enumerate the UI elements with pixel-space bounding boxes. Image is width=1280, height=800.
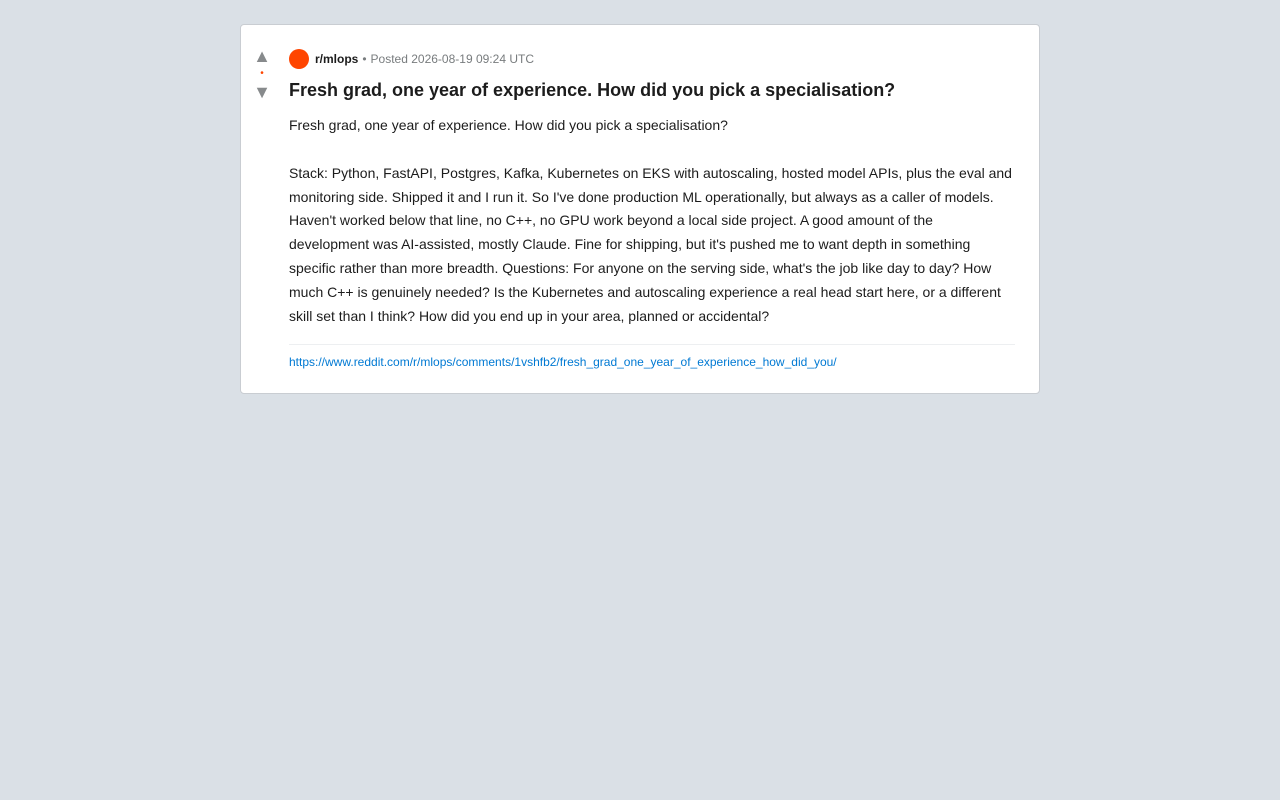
post-body [289, 114, 1015, 328]
upvote-arrow-icon[interactable]: ▲ [253, 46, 271, 66]
vote-column [241, 47, 283, 101]
subreddit-link[interactable]: r/mlops [315, 52, 359, 66]
post-card [240, 24, 1040, 394]
posted-timestamp: Posted 2026-08-19 09:24 UTC [370, 52, 534, 66]
post-content [289, 49, 1015, 369]
post-body-paragraph: Fresh grad, one year of experience. How did you pick a specialisation? [289, 117, 728, 133]
meta-separator: • [362, 52, 367, 66]
subreddit-avatar-icon[interactable] [289, 49, 309, 69]
post-title[interactable]: Fresh grad, one year of experience. How did you pick a specialisation? [289, 80, 896, 100]
vote-score: • [260, 68, 264, 79]
post-meta [289, 49, 1015, 69]
paragraph-spacer [289, 138, 1015, 162]
post-permalink[interactable]: https://www.reddit.com/r/mlops/comments/1vshfb2/fresh_grad_one_year_of_experience_how_did_you/ [289, 355, 837, 370]
post-body-paragraph: Stack: Python, FastAPI, Postgres, Kafka, Kubernetes on EKS with autoscaling, hosted model APIs, plus the eval and monitoring side. Shipped it and I run it. So I've done production ML operationally, but always as a caller of models. Haven't worked below that line, no C++, no GPU work beyond a local side project. A good amount of the development was AI-assisted, mostly Claude. Fine for shipping, but it's pushed me to want depth in something specific rather than more breadth. Questions: For anyone on the serving side, what's the job like day to day? How much C++ is genuinely needed? Is the Kubernetes and autoscaling experience a real head start here, or a different skill set than I think? How did you end up in your area, planned or accidental? [289, 164, 1012, 324]
downvote-arrow-icon[interactable]: ▼ [253, 82, 271, 102]
post-footer [289, 344, 1015, 369]
